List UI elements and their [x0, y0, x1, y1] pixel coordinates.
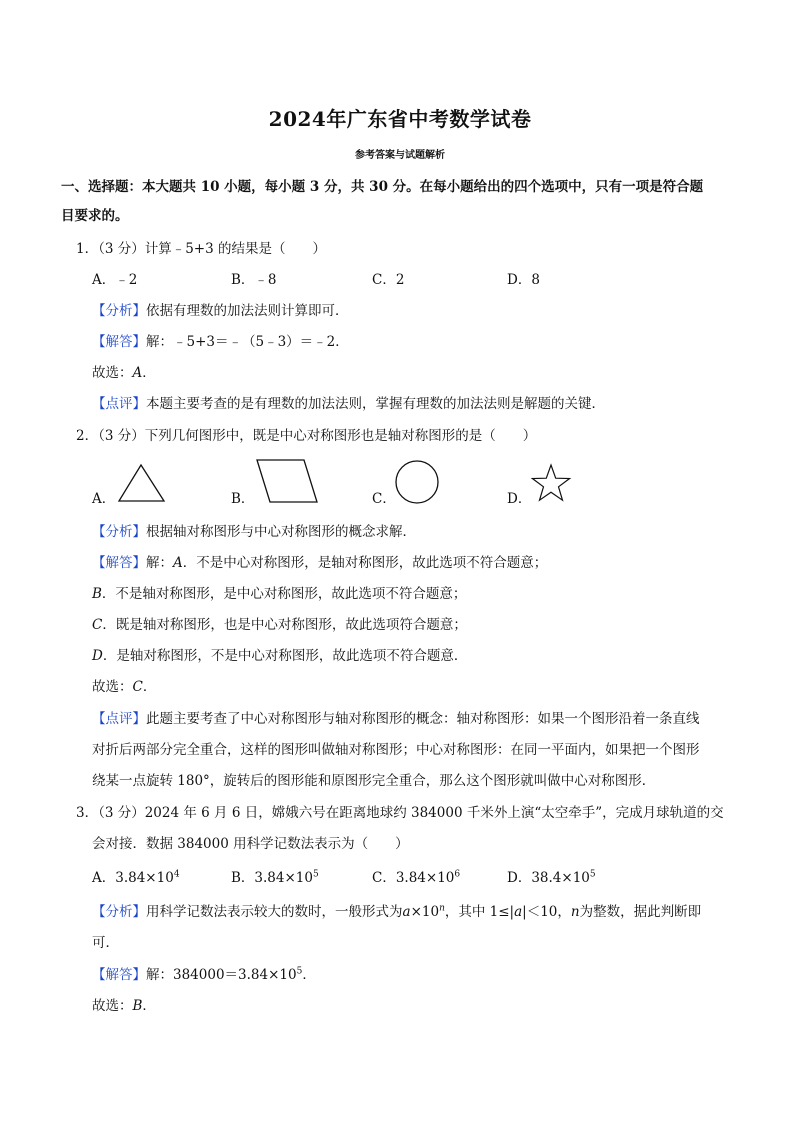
question-1-stem: 1．（3 分）计算﹣5+3 的结果是（ ） — [76, 241, 327, 257]
question-3-option-b: B．$3.84\times 10^5$ — [231, 869, 319, 886]
section-heading: 一、选择题：本大题共 10 小题，每小题 3 分，共 30 分。在每小题给出的四个选项中，只有一项是符合题 — [61, 179, 704, 195]
question-2-answer-c: C．既是轴对称图形，也是中心对称图形，故此选项符合题意； — [92, 617, 467, 633]
question-1-option-d: D．8 — [507, 272, 540, 288]
question-2-answer-b: B．不是轴对称图形，是中心对称图形，故此选项不符合题意； — [92, 586, 467, 602]
question-1-option-a: A．﹣2 — [92, 272, 138, 288]
question-1-comment: 【点评】本题主要考查的是有理数的加法法则，掌握有理数的加法法则是解题的关键． — [92, 396, 605, 412]
question-3-option-d: D．$38.4\times 10^5$ — [507, 869, 596, 886]
question-2-comment-line3: 绕某一点旋转 180°，旋转后的图形能和原图形完全重合，那么这个图形就叫做中心对称图形． — [92, 773, 656, 789]
answer-tag: 【解答】 — [92, 555, 146, 571]
comment-tag: 【点评】 — [92, 396, 146, 412]
question-3-stem-cont: 会对接．数据 384000 用科学记数法表示为（ ） — [92, 836, 409, 852]
question-2-answer-d: D．是轴对称图形，不是中心对称图形，故此选项不符合题意． — [92, 648, 468, 664]
question-3-option-a: A．$3.84\times 10^4$ — [92, 869, 180, 886]
question-2-option-b-label: B． — [231, 491, 255, 507]
star-icon — [530, 464, 572, 502]
answer-tag: 【解答】 — [92, 967, 146, 983]
question-3-choice: 故选：B． — [92, 998, 156, 1014]
analysis-tag: 【分析】 — [92, 904, 146, 920]
question-2-comment: 【点评】此题主要考查了中心对称图形与轴对称图形的概念：轴对称图形：如果一个图形沿着一条直线 — [92, 711, 700, 727]
question-2-option-a-label: A． — [92, 491, 116, 507]
question-3-analysis: 【分析】用科学记数法表示较大的数时，一般形式为$a\times 10^n$，其中 1≤|a|＜10，n为整数，据此判断即 — [92, 903, 702, 920]
question-1-option-c: C．2 — [372, 272, 405, 288]
question-1-analysis: 【分析】依据有理数的加法法则计算即可． — [92, 303, 349, 319]
comment-tag: 【点评】 — [92, 711, 146, 727]
question-1-choice: 故选：A． — [92, 365, 156, 381]
section-heading-cont: 目要求的。 — [61, 208, 129, 224]
analysis-tag: 【分析】 — [92, 303, 146, 319]
question-3-stem: 3．（3 分）2024 年 6 月 6 日，嫦娥六号在距离地球约 384000 千米外上演“太空牵手”，完成月球轨道的交 — [76, 805, 724, 821]
parallelogram-icon — [256, 459, 318, 503]
answer-tag: 【解答】 — [92, 334, 146, 350]
question-2-stem: 2．（3 分）下列几何图形中，既是中心对称图形也是轴对称图形的是（ ） — [76, 428, 537, 444]
triangle-icon — [118, 463, 166, 503]
page-subtitle: 参考答案与试题解析 — [355, 150, 445, 161]
question-2-answer-a: 【解答】解：A．不是中心对称图形，是轴对称图形，故此选项不符合题意； — [92, 555, 548, 571]
question-3-option-c: C．$3.84\times 10^6$ — [372, 869, 461, 886]
question-2-option-d-label: D． — [507, 491, 532, 507]
question-1-answer: 【解答】解：﹣5+3＝﹣（5﹣3）＝﹣2． — [92, 334, 349, 350]
question-1-option-b: B．﹣8 — [231, 272, 277, 288]
question-2-analysis: 【分析】根据轴对称图形与中心对称图形的概念求解． — [92, 524, 416, 540]
page-title: 2024年广东省中考数学试卷 — [268, 107, 532, 131]
question-2-comment-line2: 对折后两部分完全重合，这样的图形叫做轴对称图形；中心对称图形：在同一平面内，如果把一个图形 — [92, 742, 700, 758]
question-3-answer: 【解答】解：$384000=3.84\times 10^5$． — [92, 966, 316, 983]
question-2-option-c-label: C． — [372, 491, 396, 507]
analysis-tag: 【分析】 — [92, 524, 146, 540]
question-2-choice: 故选：C． — [92, 679, 157, 695]
question-3-analysis-cont: 可． — [92, 935, 119, 951]
circle-icon — [394, 459, 440, 505]
